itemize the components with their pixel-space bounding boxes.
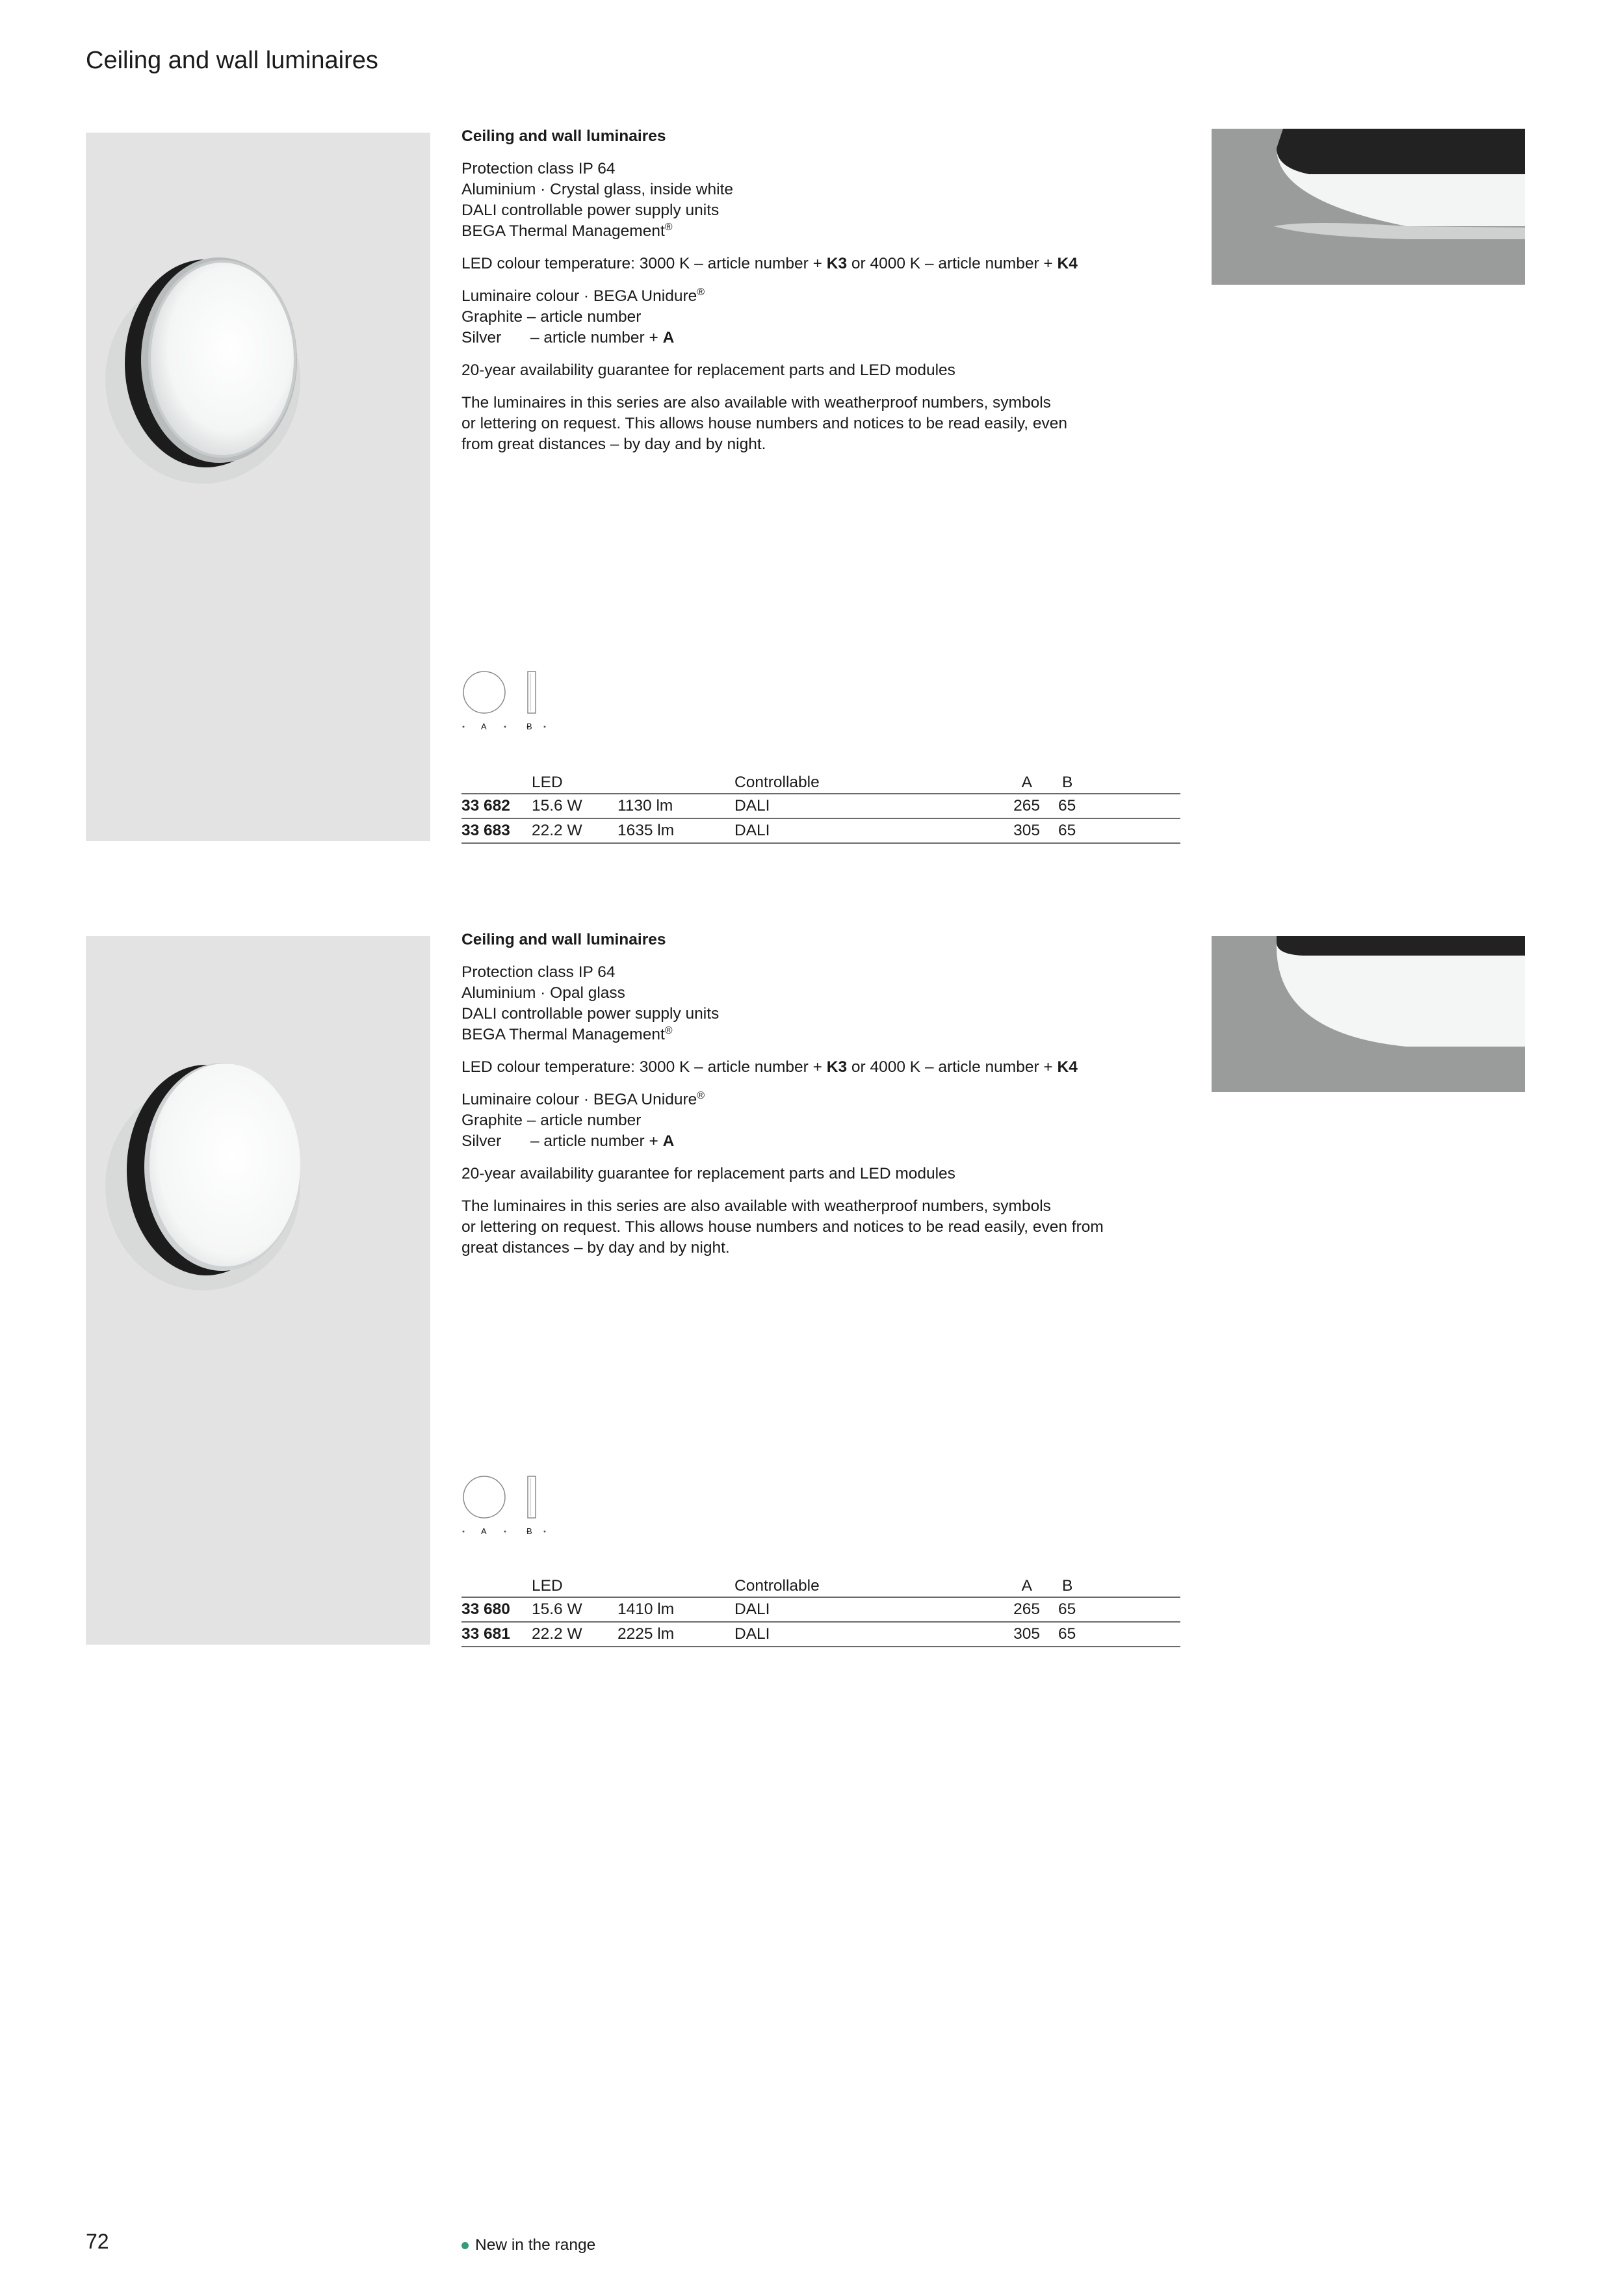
colour-graphite: Graphite – article number: [461, 308, 642, 326]
series-description: [461, 1196, 1183, 1259]
product-heading: Ceiling and wall luminaires: [461, 127, 666, 145]
led-text: or 4000 K – article number +: [847, 1058, 1058, 1076]
dimension-diagram: [461, 670, 552, 748]
led-text: LED colour temperature: 3000 K – article number +: [461, 1058, 827, 1076]
spec-line: Protection class IP 64: [461, 963, 616, 981]
header-controllable: Controllable: [734, 1577, 820, 1595]
legend-label: New in the range: [475, 2236, 596, 2254]
luminaire-colour: [461, 286, 1183, 348]
spec-line: BEGA Thermal Management: [461, 222, 665, 240]
legend: [461, 2236, 595, 2254]
article-number: 33 681: [461, 1625, 510, 1643]
header-led: LED: [532, 1577, 563, 1595]
dim-b-value: 65: [1058, 797, 1076, 815]
dim-a-value: 305: [1013, 1625, 1040, 1643]
product-description: [461, 126, 1183, 467]
spec-line: Protection class IP 64: [461, 160, 616, 177]
description-line: or lettering on request. This allows house numbers and notices to be read easily, even: [461, 415, 1067, 432]
dimension-a-label: A: [481, 722, 488, 731]
article-number: 33 682: [461, 797, 510, 815]
header-a: A: [1021, 1577, 1032, 1595]
spec-list: [461, 159, 1183, 242]
wattage: 22.2 W: [532, 1625, 582, 1643]
led-colour-temperature: [461, 254, 1183, 274]
led-text: LED colour temperature: 3000 K – article number +: [461, 255, 827, 272]
guarantee: 20-year availability guarantee for replacement parts and LED modules: [461, 1165, 955, 1182]
page-number: 72: [86, 2230, 109, 2253]
spec-list: [461, 962, 1183, 1045]
code-k3: K3: [826, 255, 848, 272]
description-line: The luminaires in this series are also available with weatherproof numbers, symbols: [461, 1197, 1051, 1215]
new-indicator-dot-icon: [461, 2242, 469, 2249]
header-a: A: [1021, 774, 1032, 791]
registered-mark: ®: [697, 1090, 705, 1101]
description-line: from great distances – by day and by night.: [461, 436, 766, 453]
table-header: [461, 771, 1180, 794]
article-number: 33 680: [461, 1600, 510, 1618]
article-number: 33 683: [461, 822, 510, 839]
dimension-diagram: [461, 1474, 552, 1552]
header-b: B: [1062, 774, 1073, 791]
control: DALI: [734, 797, 770, 815]
product-photo: [86, 133, 430, 841]
header-controllable: Controllable: [734, 774, 820, 791]
code-k4: K4: [1057, 1058, 1078, 1076]
table-row: [461, 1598, 1180, 1623]
table-row: [461, 794, 1180, 819]
product-table: [461, 1574, 1180, 1647]
table-header: [461, 1574, 1180, 1598]
colour-graphite: Graphite – article number: [461, 1112, 642, 1129]
dimension-b-label: B: [526, 1526, 534, 1536]
registered-mark: ®: [664, 222, 673, 233]
table-row: [461, 819, 1180, 844]
wattage: 15.6 W: [532, 797, 582, 815]
dim-a-value: 305: [1013, 822, 1040, 839]
spec-line: BEGA Thermal Management: [461, 1026, 665, 1043]
dim-b-value: 65: [1058, 822, 1076, 839]
spec-line: DALI controllable power supply units: [461, 202, 720, 219]
page-title: Ceiling and wall luminaires: [86, 47, 378, 74]
guarantee: 20-year availability guarantee for replacement parts and LED modules: [461, 361, 955, 379]
code-a: A: [662, 329, 675, 346]
dim-a-value: 265: [1013, 797, 1040, 815]
lumen: 2225 lm: [617, 1625, 675, 1643]
dim-b-value: 65: [1058, 1600, 1076, 1618]
registered-mark: ®: [697, 287, 705, 298]
header-b: B: [1062, 1577, 1073, 1595]
dim-a-value: 265: [1013, 1600, 1040, 1618]
code-k4: K4: [1057, 255, 1078, 272]
colour-silver-text: – article number +: [530, 1132, 663, 1150]
spec-line: Aluminium · Crystal glass, inside white: [461, 181, 733, 198]
dimension-a-label: A: [481, 1526, 488, 1536]
product-photo: [86, 936, 430, 1645]
table-row: [461, 1623, 1180, 1647]
description-line: or lettering on request. This allows house numbers and notices to be read easily, even from: [461, 1218, 1104, 1236]
colour-silver-label: Silver: [461, 329, 502, 346]
lumen: 1130 lm: [617, 797, 673, 815]
lumen: 1635 lm: [617, 822, 675, 839]
colour-silver-label: Silver: [461, 1132, 502, 1150]
detail-photo: [1212, 129, 1525, 285]
control: DALI: [734, 1600, 770, 1618]
lumen: 1410 lm: [617, 1600, 675, 1618]
description-line: The luminaires in this series are also available with weatherproof numbers, symbols: [461, 394, 1051, 411]
luminaire-colour: [461, 1089, 1183, 1152]
code-k3: K3: [826, 1058, 848, 1076]
control: DALI: [734, 1625, 770, 1643]
wattage: 22.2 W: [532, 822, 582, 839]
led-text: or 4000 K – article number +: [847, 255, 1058, 272]
led-colour-temperature: [461, 1057, 1183, 1078]
spec-line: Aluminium · Opal glass: [461, 984, 625, 1002]
wattage: 15.6 W: [532, 1600, 582, 1618]
control: DALI: [734, 822, 770, 839]
product-description: [461, 930, 1183, 1270]
product-heading: Ceiling and wall luminaires: [461, 931, 666, 948]
detail-photo: [1212, 936, 1525, 1092]
colour-title: Luminaire colour · BEGA Unidure: [461, 1091, 697, 1108]
colour-title: Luminaire colour · BEGA Unidure: [461, 287, 697, 305]
colour-silver-text: – article number +: [530, 329, 663, 346]
header-led: LED: [532, 774, 563, 791]
dimension-b-label: B: [526, 722, 534, 731]
product-table: [461, 771, 1180, 844]
spec-line: DALI controllable power supply units: [461, 1005, 720, 1023]
dim-b-value: 65: [1058, 1625, 1076, 1643]
series-description: [461, 393, 1183, 455]
description-line: great distances – by day and by night.: [461, 1239, 730, 1257]
code-a: A: [662, 1132, 675, 1150]
registered-mark: ®: [664, 1025, 673, 1036]
